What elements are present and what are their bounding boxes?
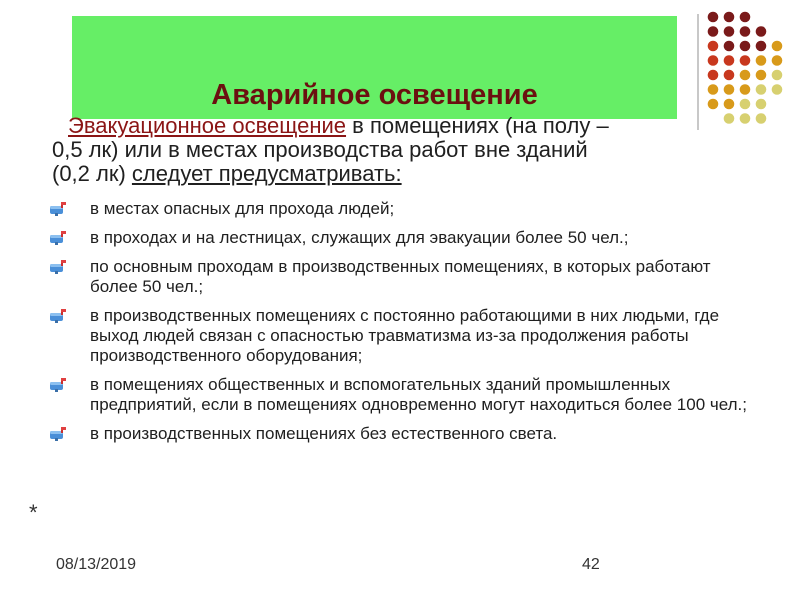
decorative-dot [756,41,767,52]
decorative-dot [772,55,783,66]
decorative-dot [740,12,751,23]
intro-line-2: 0,5 лк) или в местах производства работ вне зданий [52,137,588,162]
decorative-dot [740,70,751,81]
decorative-dot [772,84,783,95]
decorative-dot [772,41,783,52]
decorative-dot [724,26,735,37]
decorative-dot [708,84,719,95]
decorative-dot [772,70,783,81]
bullet-list [48,199,748,453]
list-item [48,375,748,415]
decorative-dot [708,26,719,37]
decorative-dot [756,99,767,110]
page-number: 42 [582,556,600,573]
decorative-dot [708,12,719,23]
decorative-dot [724,12,735,23]
mailbox-bullet-icon [48,260,68,274]
list-item-text: в помещениях общественных и вспомогательных зданий промышленных предприятий, если в помещениях одновременно могут находиться более 100 чел.; [90,375,747,414]
slide-title: Аварийное освещение [211,79,538,111]
mailbox-bullet-icon [48,427,68,441]
decorative-dot [708,70,719,81]
list-item [48,257,748,297]
decorative-dot [756,84,767,95]
decorative-dot [756,55,767,66]
decorative-dot [708,55,719,66]
intro-part1: в помещениях (на полу – [346,113,609,138]
decorative-dot [724,84,735,95]
footer-date: 08/13/2019 [56,556,137,573]
decorative-dot [724,70,735,81]
intro-line-1 [52,114,752,138]
intro-paragraph [52,114,752,186]
decorative-dot [756,113,767,124]
decorative-dot [708,41,719,52]
title-bar [72,16,677,119]
title-divider [697,14,699,130]
mailbox-bullet-icon [48,378,68,392]
list-item [48,306,748,366]
intro-line3-underlined: следует предусматривать: [131,161,402,186]
decorative-dot [724,99,735,110]
list-item [48,424,748,444]
list-item [48,199,748,219]
intro-line3-prefix: (0,2 лк) [52,161,132,186]
list-item-text: в производственных помещениях без естественного света. [90,424,558,443]
decorative-dot [740,55,751,66]
mailbox-bullet-icon [48,309,68,323]
mailbox-bullet-icon [48,202,68,216]
list-item-text: в производственных помещениях с постоянно работающими в них людьми, где выход людей связан с опасностью травматизма из-за продолжения работы производственного оборудования; [90,306,720,365]
decorative-dot [756,70,767,81]
decorative-dot [740,99,751,110]
list-item [48,228,748,248]
intro-line-3 [52,162,752,186]
mailbox-bullet-icon [48,231,68,245]
decorative-dot [724,41,735,52]
list-item-text: по основным проходам в производственных помещениях, в которых работают более 50 чел.; [90,257,711,296]
footnote-star: * [29,500,38,525]
list-item-text: в проходах и на лестницах, служащих для эвакуации более 50 чел.; [90,228,629,247]
list-item-text: в местах опасных для прохода людей; [90,199,395,218]
decorative-dot [756,26,767,37]
decorative-dot [724,55,735,66]
decorative-dot [740,84,751,95]
decorative-dot-grid-icon [705,8,795,128]
decorative-dot [708,99,719,110]
intro-term: Эвакуационное освещение [68,113,347,138]
decorative-dot [740,41,751,52]
decorative-dot [740,26,751,37]
